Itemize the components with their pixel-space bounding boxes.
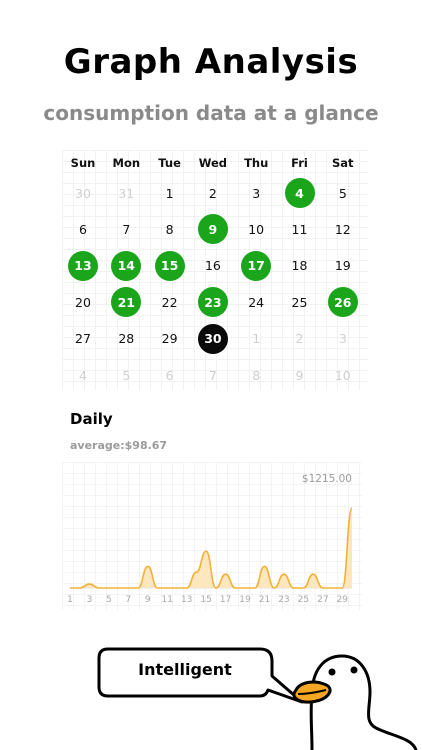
- average-label: average:$98.67: [70, 439, 168, 452]
- weekday-fri: Fri: [291, 156, 308, 170]
- calendar-day[interactable]: 3: [252, 185, 261, 201]
- weekday-header: [62, 156, 368, 172]
- calendar-day[interactable]: 22: [161, 294, 178, 310]
- calendar-day[interactable]: 28: [118, 331, 135, 347]
- x-tick-label: 15: [200, 595, 212, 605]
- calendar-day[interactable]: 27: [75, 331, 91, 347]
- weekday-tue: Tue: [158, 156, 181, 170]
- calendar-day[interactable]: 8: [165, 221, 174, 237]
- weekday-mon: Mon: [112, 156, 141, 170]
- x-tick-label: 9: [144, 595, 151, 605]
- calendar-day[interactable]: 7: [208, 367, 217, 383]
- calendar-day[interactable]: 16: [204, 258, 221, 274]
- speech-bubble-text: Intelligent: [138, 660, 232, 679]
- calendar-day[interactable]: 4: [285, 178, 315, 208]
- daily-chart: [62, 462, 362, 610]
- weekday-thu: Thu: [244, 156, 269, 170]
- calendar-day[interactable]: 30: [198, 324, 228, 354]
- calendar-day[interactable]: 9: [198, 214, 228, 244]
- x-tick-label: 29: [336, 595, 349, 605]
- calendar-day[interactable]: 6: [79, 221, 87, 237]
- calendar-day[interactable]: 20: [75, 294, 91, 310]
- page-subtitle: consumption data at a glance: [43, 101, 379, 125]
- calendar-day[interactable]: 2: [208, 185, 217, 201]
- x-tick-label: 19: [239, 595, 251, 605]
- x-tick-label: 13: [180, 595, 193, 605]
- calendar-day[interactable]: 7: [122, 221, 131, 237]
- calendar-day[interactable]: 12: [334, 221, 351, 237]
- chart-max-label: $1215.00: [301, 473, 352, 485]
- duck-icon: [290, 650, 422, 750]
- x-tick-label: 27: [317, 595, 329, 605]
- calendar-day[interactable]: 21: [111, 287, 141, 317]
- calendar-day[interactable]: 1: [165, 185, 174, 201]
- calendar-day[interactable]: 19: [334, 258, 351, 274]
- calendar-day[interactable]: 14: [111, 251, 141, 281]
- calendar-day[interactable]: 10: [334, 367, 351, 383]
- daily-title: Daily: [70, 410, 113, 428]
- calendar-day[interactable]: 10: [248, 221, 265, 237]
- calendar-day[interactable]: 17: [241, 251, 271, 281]
- calendar-day[interactable]: 13: [68, 251, 98, 281]
- x-tick-label: 11: [161, 595, 173, 605]
- weekday-sat: Sat: [332, 156, 354, 170]
- calendar-day[interactable]: 11: [291, 221, 308, 237]
- weekday-sun: Sun: [70, 156, 96, 170]
- calendar-day[interactable]: 1: [252, 331, 261, 347]
- x-tick-label: 17: [219, 595, 232, 605]
- calendar-day[interactable]: 6: [165, 367, 174, 383]
- x-tick-label: 5: [106, 595, 112, 605]
- weekday-wed: Wed: [198, 156, 228, 170]
- calendar-day[interactable]: 9: [295, 367, 304, 383]
- calendar-day[interactable]: 3: [338, 331, 347, 347]
- calendar-day[interactable]: 5: [122, 367, 131, 383]
- x-tick-label: 3: [86, 595, 93, 605]
- calendar-day[interactable]: 26: [328, 287, 358, 317]
- calendar-day[interactable]: 15: [155, 251, 185, 281]
- x-tick-label: 7: [125, 595, 132, 605]
- calendar-day[interactable]: 24: [248, 294, 265, 310]
- calendar-day[interactable]: 31: [118, 185, 135, 201]
- calendar-day[interactable]: 8: [252, 367, 261, 383]
- x-tick-label: 25: [297, 595, 310, 605]
- calendar-day[interactable]: 2: [295, 331, 304, 347]
- x-tick-label: 23: [278, 595, 290, 605]
- daily-chart-svg: [62, 462, 362, 610]
- calendar-day[interactable]: 25: [291, 294, 308, 310]
- calendar-day[interactable]: 5: [338, 185, 347, 201]
- x-tick-label: 1: [67, 595, 73, 605]
- calendar-day[interactable]: 30: [75, 185, 91, 201]
- page-title: Graph Analysis: [63, 42, 359, 82]
- calendar-day[interactable]: 4: [79, 367, 87, 383]
- x-tick-label: 21: [258, 595, 271, 605]
- calendar-day[interactable]: 29: [161, 331, 178, 347]
- calendar-day[interactable]: 18: [291, 258, 308, 274]
- calendar: [62, 150, 368, 390]
- calendar-day[interactable]: 23: [198, 287, 228, 317]
